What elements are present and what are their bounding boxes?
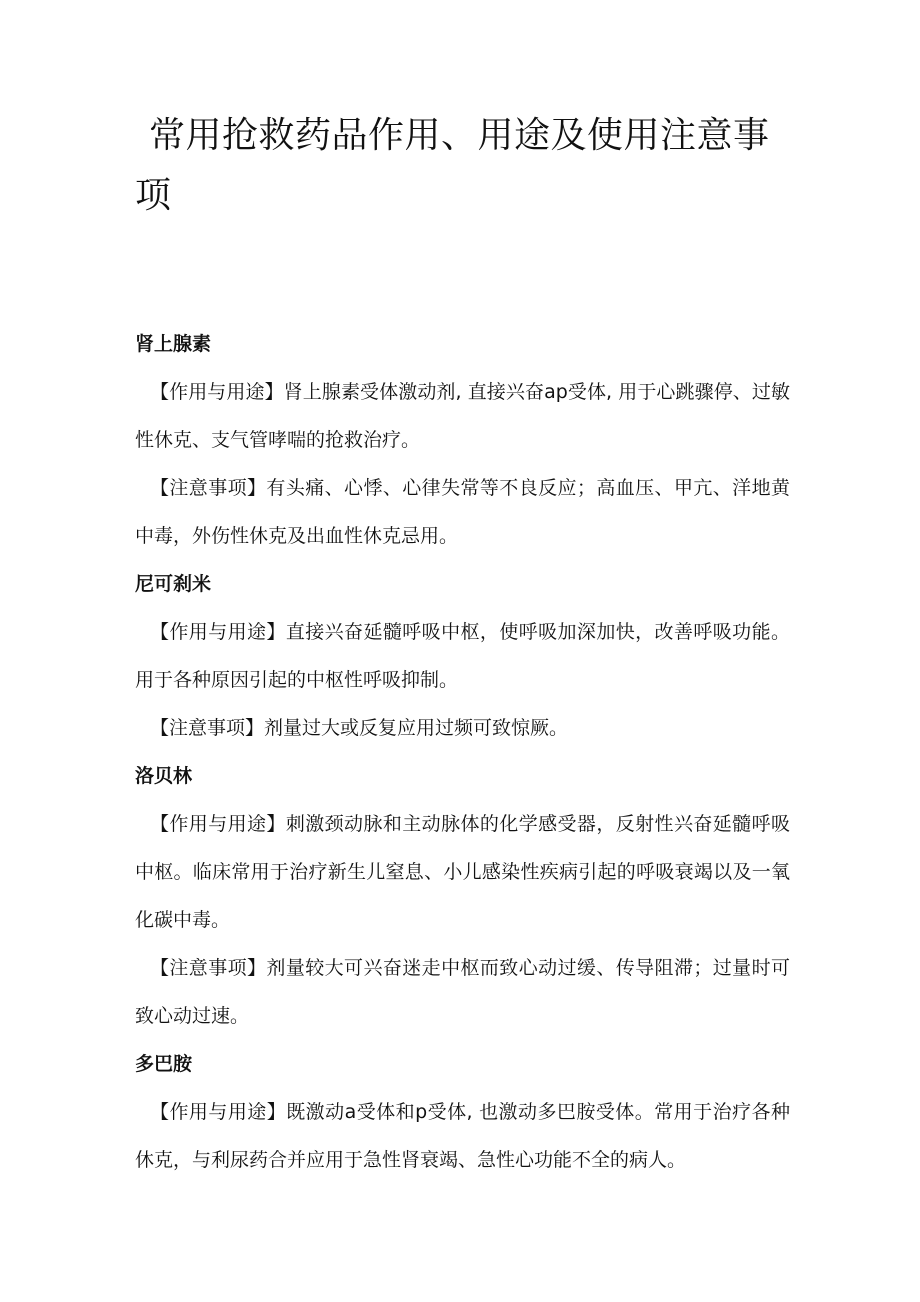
drug-usage-paragraph: 【作用与用途】肾上腺素受体激动剂, 直接兴奋ap受体, 用于心跳骤停、过敏性休克、支气管哮喘的抢救治疗。 [135,381,790,451]
drug-name: 洛贝林 [135,765,193,787]
page-title: 常用抢救药品作用、用途及使用注意事项 [135,115,770,216]
drug-usage-paragraph: 【作用与用途】刺激颈动脉和主动脉体的化学感受器，反射性兴奋延髓呼吸中枢。临床常用于治疗新生儿窒息、小儿感染性疾病引起的呼吸衰竭以及一氧化碳中毒。 [135,813,790,931]
drug-usage-paragraph: 【作用与用途】直接兴奋延髓呼吸中枢，使呼吸加深加快，改善呼吸功能。用于各种原因引起的中枢性呼吸抑制。 [135,621,790,691]
drug-name: 多巴胺 [135,1053,193,1075]
drug-name: 肾上腺素 [135,333,212,355]
drug-section-nikethamide [135,560,790,752]
drug-caution-paragraph: 【注意事项】剂量较大可兴奋迷走中枢而致心动过缓、传导阻滞；过量时可致心动过速。 [135,957,790,1027]
drug-section-dopamine [135,1040,790,1184]
drug-caution-paragraph: 【注意事项】剂量过大或反复应用过频可致惊厥。 [150,717,569,739]
drug-section-epinephrine [135,320,790,560]
drug-usage-paragraph: 【作用与用途】既激动a受体和p受体, 也激动多巴胺受体。常用于治疗各种休克，与利尿药合并应用于急性肾衰竭、急性心功能不全的病人。 [135,1101,790,1171]
drug-section-lobeline [135,752,790,1040]
drug-caution-paragraph: 【注意事项】有头痛、心悸、心律失常等不良反应；高血压、甲亢、洋地黄中毒，外伤性休克及出血性休克忌用。 [135,477,790,547]
document-body [135,320,790,1184]
drug-name: 尼可刹米 [135,573,212,595]
